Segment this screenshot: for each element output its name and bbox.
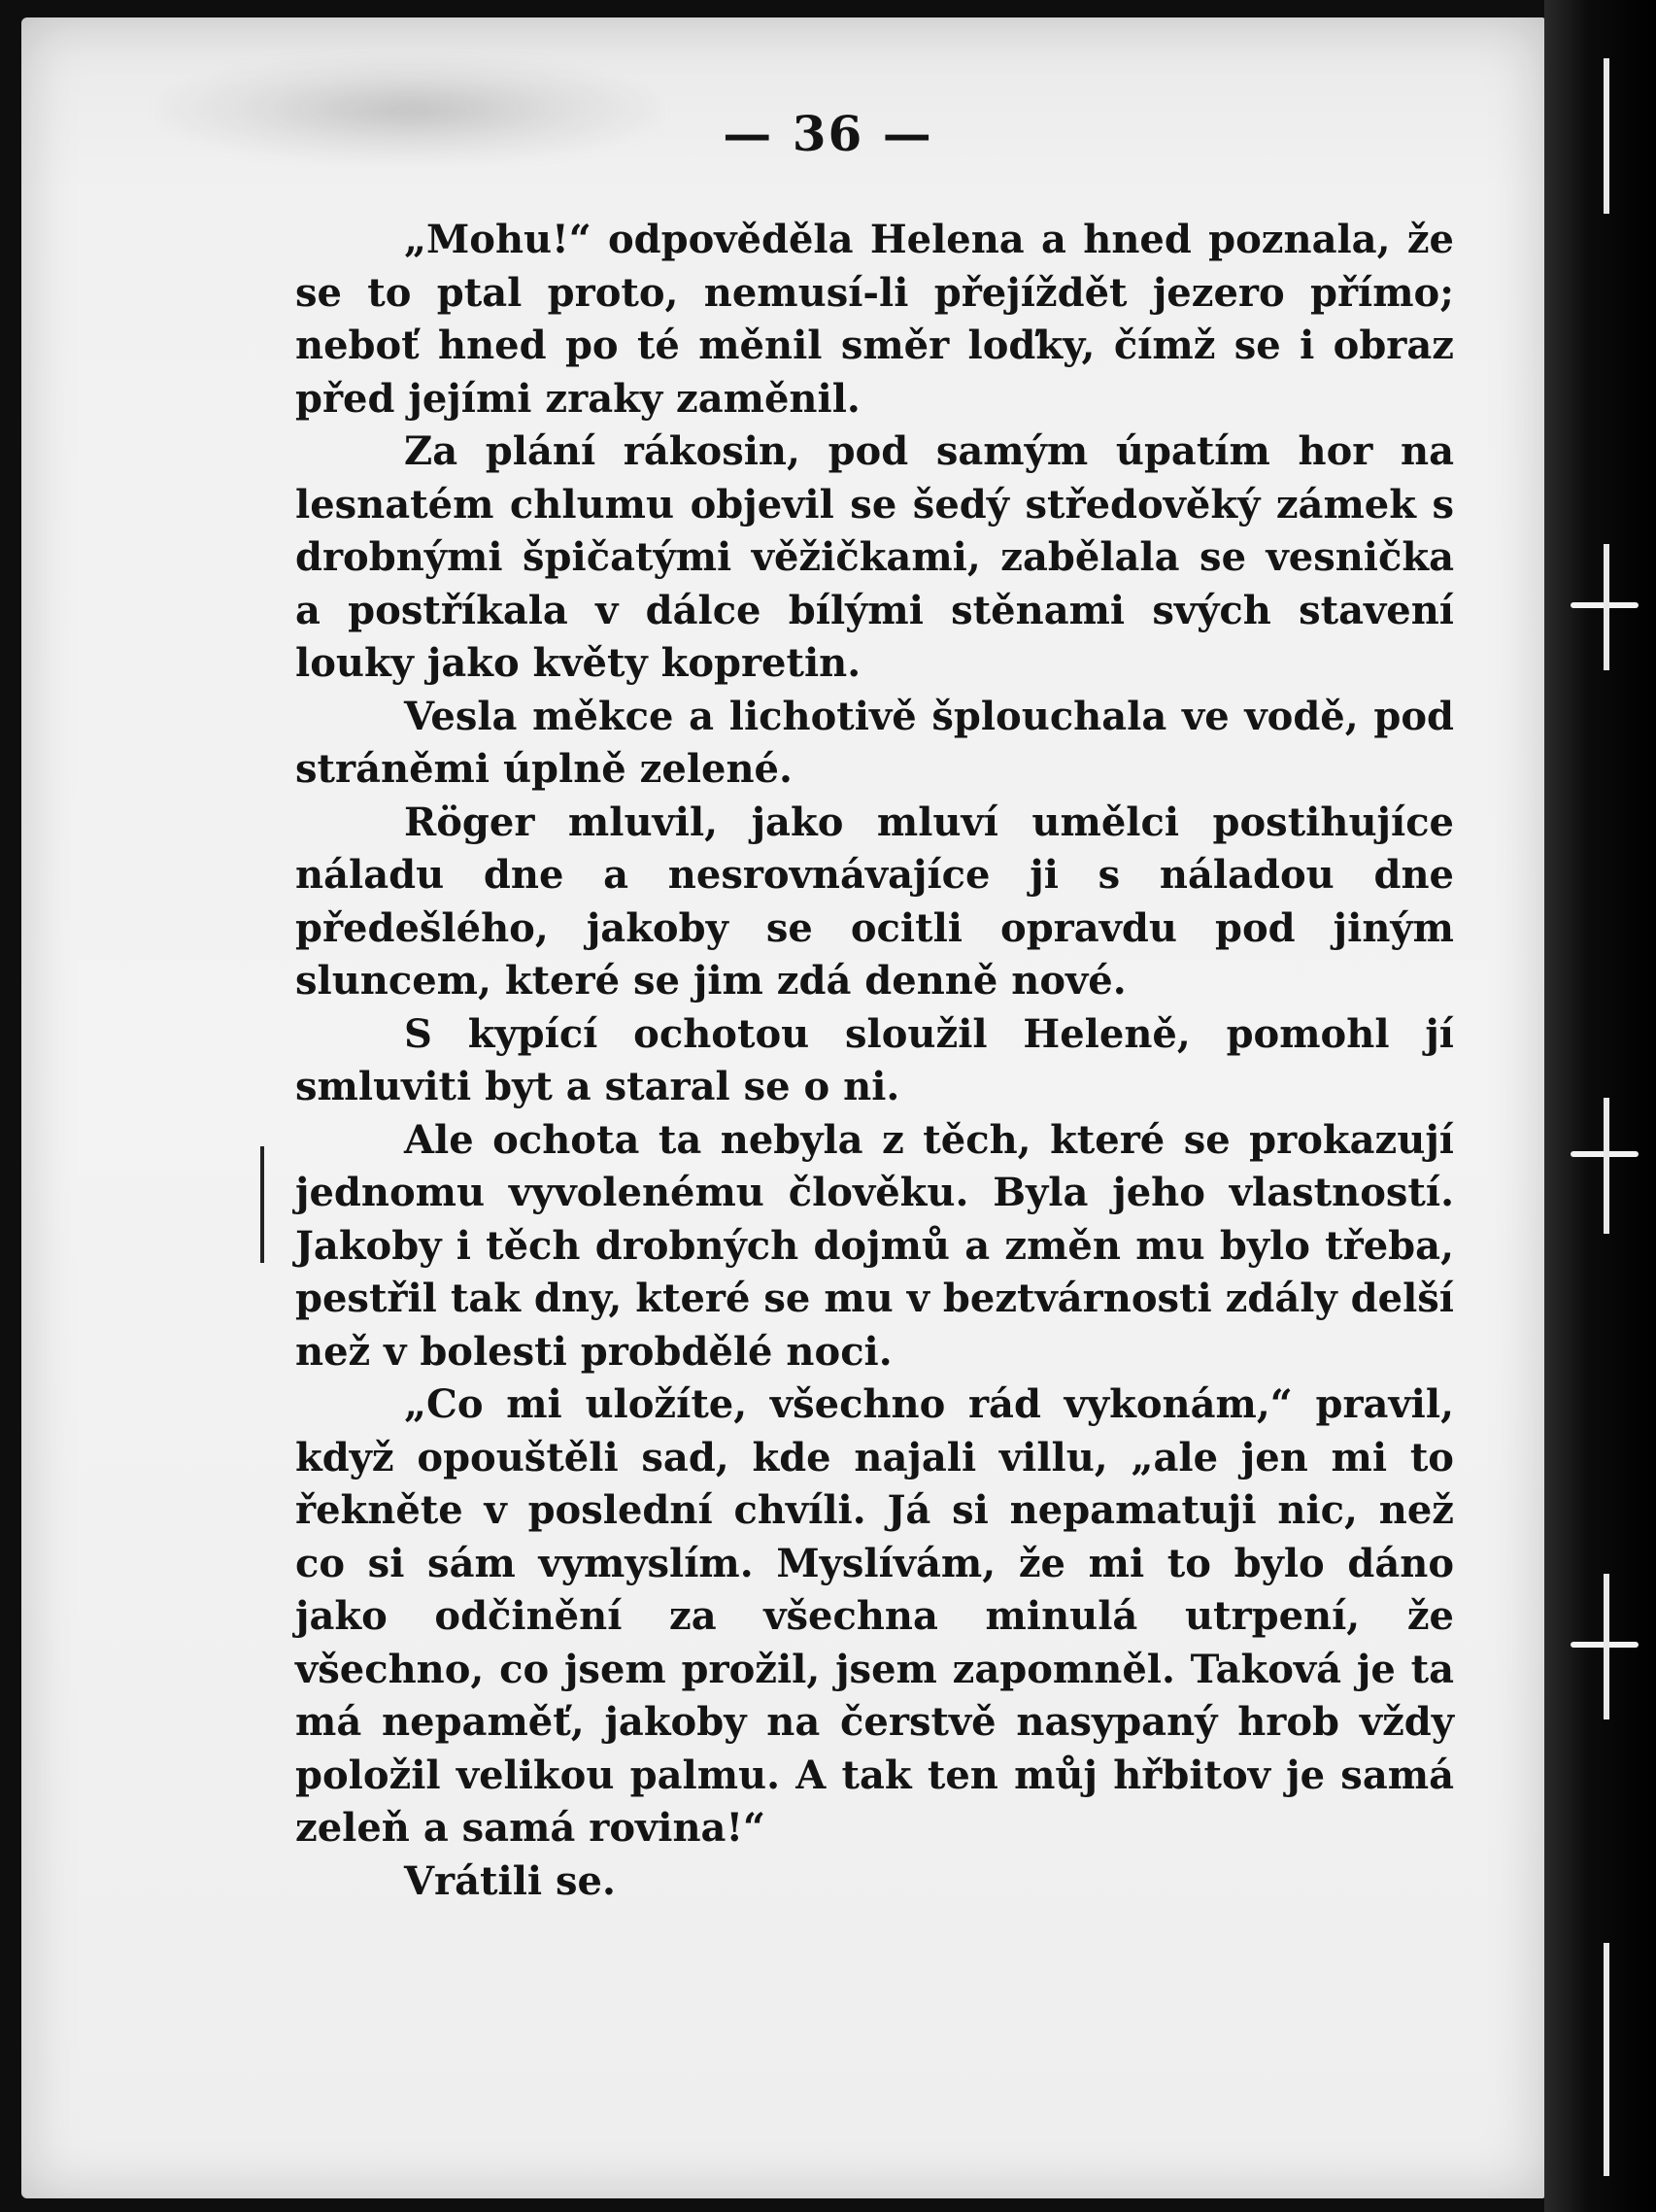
paragraph: Röger mluvil, jako mluví umělci postihujíce náladu dne a nesrovnávajíce ji s náladou dne předešlého, jakoby se ocitli opravdu pod jiným sluncem, které se jim zdá denně nové. — [295, 799, 1454, 1004]
book-binding-edge — [1544, 0, 1656, 2212]
paragraph: Ale ochota ta nebyla z těch, které se prokazují jednomu vyvolenému člověku. Byla jeho vlastností. Jakoby i těch drobných dojmů a změn mu bylo třeba, pestřil tak dny, které se mu v beztvárnosti zdály delší než v bolesti probdělé noci. — [295, 1116, 1454, 1375]
binding-artifact — [1604, 1943, 1609, 2176]
paragraph: S kypící ochotou sloužil Heleně, pomohl jí smluviti byt a staral se o ni. — [295, 1010, 1454, 1109]
binding-artifact — [1604, 1098, 1609, 1234]
paragraph: Vesla měkce a lichotivě šplouchala ve vodě, pod stráněmi úplně zelené. — [295, 693, 1454, 792]
binding-artifact — [1604, 544, 1609, 670]
paragraph: „Mohu!“ odpověděla Helena a hned poznala, že se to ptal proto, nemusí-li přejíždět jezero přímo; neboť hned po té měnil směr loďky, čímž se i obraz před jejími zraky zaměnil. — [295, 217, 1454, 422]
binding-artifact — [1604, 1574, 1609, 1719]
paragraph: Za plání rákosin, pod samým úpatím hor na lesnatém chlumu objevil se šedý středověký zámek s drobnými špičatými věžičkami, zabělala se vesnička a postříkala v dálce bílými stěnami svých stavení louky jako květy kopretin. — [295, 428, 1454, 686]
paragraph: Vrátili se. — [404, 1857, 616, 1904]
body-text — [295, 214, 1454, 1908]
page-number: — 36 — — [723, 105, 933, 162]
margin-pencil-mark — [260, 1146, 264, 1263]
paragraph: „Co mi uložíte, všechno rád vykonám,“ pravil, když opouštěli sad, kde najali villu, „ale jen mi to řekněte v poslední chvíli. Já si nepamatuji nic, než co si sám vymyslím. Myslívám, že mi to bylo dáno jako odčinění za všechna minulá utrpení, že všechno, co jsem prožil, jsem zapomněl. Taková je ta má nepaměť, jakoby na čerstvě nasypaný hrob vždy položil velikou palmu. A tak ten můj hřbitov je samá zeleň a samá rovina!“ — [295, 1381, 1454, 1851]
